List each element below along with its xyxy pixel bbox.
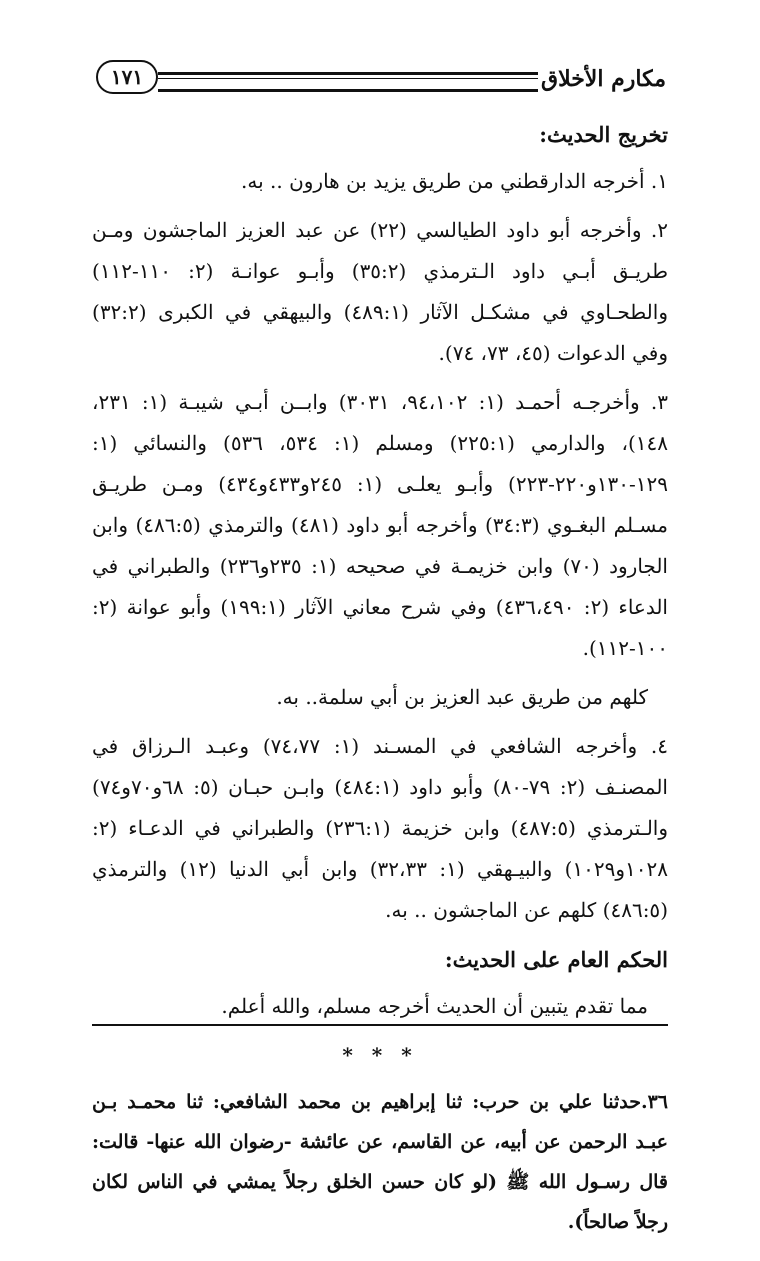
page-header [96, 60, 666, 100]
running-title: مكارم الأخلاق [541, 66, 666, 92]
page-number: ١٧١ [96, 60, 158, 94]
takhrij-item-4: ٤. وأخرجه الشافعي في المسـند (١: ٧٤،٧٧) وعبـد الـرزاق في المصنـف (٢: ٧٩-٨٠) وأبو داود (٤٨٤:١) وابـن حبـان (٥: ٦٨و٧٠و٧٤) والـترمذي (٤٨٧:٥) وابن خزيمة (٢٣٦:١) والطبراني في الدعـاء (٢: ١٠٢٨و١٠٢٩) والبيـهقي (١: ٣٢،٣٣) وابن أبي الدنيا (١٢) والترمذي (٤٨٦:٥) كلهم عن الماجشون .. به. [92, 734, 669, 922]
ruling-text: مما تقدم يتبين أن الحديث أخرجه مسلم، والله أعلم. [221, 994, 648, 1018]
hadith-36-text: ٣٦.حدثنا علي بن حرب: ثنا إبراهيم بن محمد الشافعي: ثنا محمـد بـن عبـد الرحمن عن أبيه، عن القاسم، عن عائشة -رضوان الله عنها- قالت: قال رسـول الله ﷺ (لو كان حسن الخلق رجلاً يمشي في الناس لكان رجلاً صالحاً). [92, 1091, 668, 1233]
section-separator: * * * [342, 1043, 418, 1067]
page-body [92, 112, 668, 1261]
takhrij-item-1: ١. أخرجه الدارقطني من طريق يزيد بن هارون .. به. [241, 169, 668, 193]
ruling-heading: الحكم العام على الحديث: [444, 947, 668, 972]
takhrij-note: كلهم من طريق عبد العزيز بن أبي سلمة.. به. [276, 685, 648, 709]
takhrij-item-3: ٣. وأخرجـه أحمـد (١: ٩٤،١٠٢، ٣٠٣١) وابــن أبـي شيبـة (١: ٢٣١، ١٤٨)، والدارمي (٢٢٥:١) ومسلم (١: ٥٣٤، ٥٣٦) والنسائي (١: ١٢٩-١٣٠و٢٢٠-٢٢٣) وأبـو يعلـى (١: ٢٤٥و٤٣٣و٤٣٤) ومـن طريـق مسـلم البغـوي (٣٤:٣) وأخرجه أبو داود (٤٨١) والترمذي (٤٨٦:٥) وابن الجارود (٧٠) وابن خزيمـة في صحيحه (١: ٢٣٥و٢٣٦) والطبراني في الدعاء (٢: ٤٣٦،٤٩٠) وفي شرح معاني الآثار (١٩٩:١) وأبو عوانة (٢: ١٠٠-١١٢). [92, 390, 669, 660]
takhrij-item-2: ٢. وأخرجه أبو داود الطيالسي (٢٢) عن عبد العزيز الماجشون ومـن طريـق أبـي داود الـترمذي (٣٥:٢) وأبـو عوانـة (٢: ١١٠-١١٢) والطحـاوي في مشكـل الآثار (٤٨٩:١) والبيهقي في الكبرى (٣٢:٢) وفي الدعوات (٤٥، ٧٣، ٧٤). [92, 218, 669, 365]
takhrij-heading: تخريج الحديث: [539, 122, 668, 147]
header-ornament-rule [158, 72, 538, 92]
bottom-rule [92, 1024, 668, 1026]
